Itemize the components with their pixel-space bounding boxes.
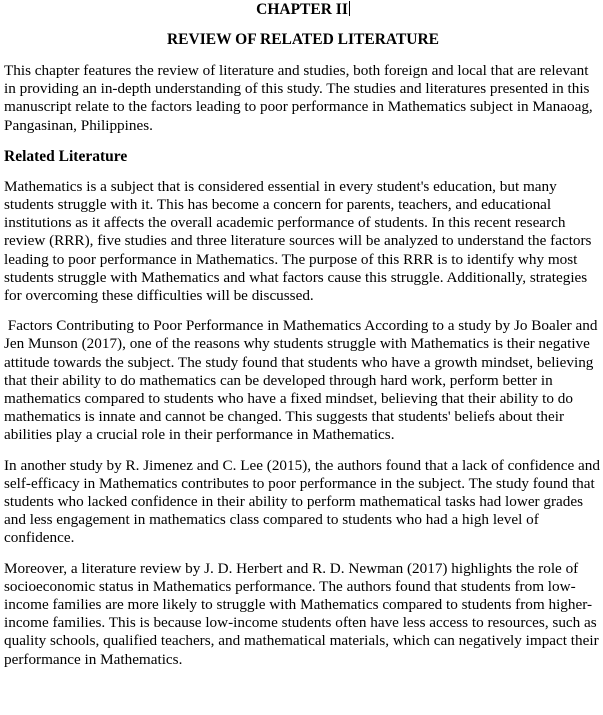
intro-paragraph: This chapter features the review of literature and studies, both foreign and local that are relevant in providing an in-depth understanding of this study. The studies and literatures presented in this manuscript relate to the factors leading to poor performance in Mathematics subject in Manaoag, Pangasinan, Philippines. [4,62,593,134]
body-paragraph: Mathematics is a subject that is considered essential in every student's education, but many students struggle with it. This has become a concern for parents, teachers, and educational institutions as it affects the overall academic performance of students. In this recent research review (RRR), five studies and three literature sources will be analyzed to understand the factors leading to poor performance in Mathematics. The purpose of this RRR is to identify why most students struggle with Mathematics and what factors cause this struggle. Additionally, strategies for overcoming these difficulties will be discussed. [4,177,592,305]
document-page[interactable] [4,0,602,669]
section-heading: Related Literature [4,147,128,165]
body-paragraph: Moreover, a literature review by J. D. Herbert and R. D. Newman (2017) highlights the role of socioeconomic status in Mathematics performance. The authors found that students from low-income families are more likely to struggle with Mathematics compared to students from higher-income families. This is because low-income students often have less access to resources, such as quality schools, qualified teachers, and mathematical materials, which can negatively impact their performance in Mathematics. [4,559,599,668]
chapter-label: CHAPTER II [256,1,348,18]
chapter-heading [4,1,602,19]
chapter-title: REVIEW OF RELATED LITERATURE [166,31,440,48]
body-paragraph: Factors Contributing to Poor Performance in Mathematics According to a study by Jo Boaler and Jen Munson (2017), one of the reasons why students struggle with Mathematics is their negative attitude towards the subject. The study found that students who have a growth mindset, believing that their ability to do mathematics can be developed through hard work, perform better in mathematics compared to students who have a fixed mindset, believing that their ability to do mathematics is innate and cannot be changed. This suggests that students' beliefs about their abilities play a crucial role in their performance in Mathematics. [4,317,602,444]
body-paragraph: In another study by R. Jimenez and C. Lee (2015), the authors found that a lack of confidence and self-efficacy in Mathematics contributes to poor performance in the subject. The study found that students who lacked confidence in their ability to perform mathematical tasks had lower grades and less engagement in mathematics class compared to students who had a high level of confidence. [4,456,600,547]
text-cursor [349,1,350,16]
